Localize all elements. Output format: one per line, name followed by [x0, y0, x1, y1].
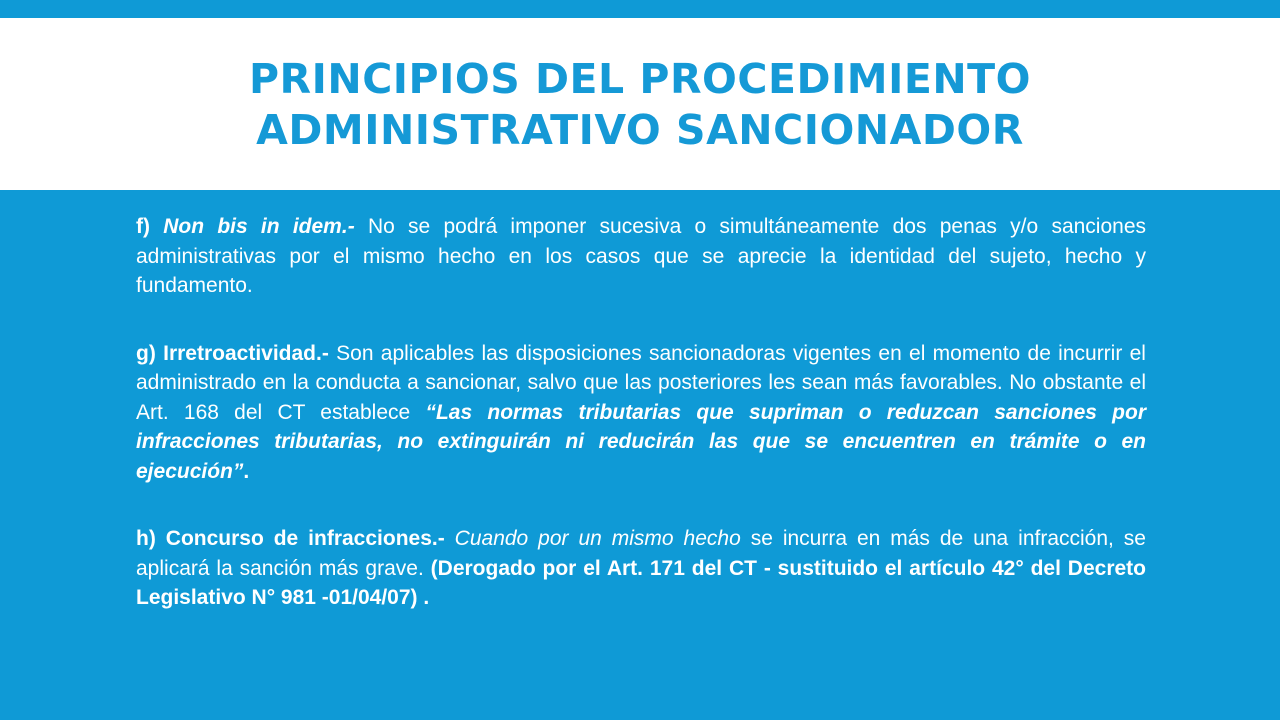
- paragraph-italic-text: Cuando por un mismo hecho: [454, 527, 741, 550]
- paragraph-concurso-de-infracciones: [136, 524, 1146, 613]
- paragraph-irretroactividad: [136, 339, 1146, 487]
- paragraph-quote: “Las normas tributarias que supriman o reduzcan sanciones por infracciones tributarias, no extinguirán ni reducirán las que se encuentren en trámite o en ejecución”: [136, 400, 1146, 483]
- title-line-1: PRINCIPIOS DEL PROCEDIMIENTO: [249, 55, 1031, 103]
- paragraph-non-bis-in-idem: [136, 212, 1146, 301]
- paragraph-note: (Derogado por el Art. 171 del CT - sustituido el artículo 42° del Decreto Legislativo N° 981 -01/04/07) .: [136, 556, 1146, 609]
- paragraph-text: No se podrá imponer sucesiva o simultáneamente dos penas y/o sanciones administrativas por el mismo hecho en los casos que se aprecie la identidad del sujeto, hecho y fundamento.: [136, 215, 1147, 297]
- paragraph-heading: Non bis in idem.-: [163, 215, 355, 238]
- paragraph-label: h): [136, 527, 156, 550]
- paragraph-label: g): [136, 341, 156, 365]
- paragraph-end: .: [243, 459, 250, 483]
- title-line-2: ADMINISTRATIVO SANCIONADOR: [256, 106, 1024, 154]
- slide-body: [136, 212, 1146, 613]
- slide-title: [0, 54, 1280, 156]
- paragraph-heading: Irretroactividad.-: [163, 341, 329, 365]
- paragraph-label: f): [136, 215, 150, 238]
- paragraph-heading: Concurso de infracciones.-: [165, 527, 445, 550]
- paragraph-text: Son aplicables las disposiciones sancionadoras vigentes en el momento de incurrir el administrado en la conducta a sancionar, salvo que las posteriores les sean más favorables. No obstante el Art. 168 del CT establece: [136, 341, 1146, 424]
- paragraph-text: se incurra en más de una infracción, se aplicará la sanción más grave.: [136, 527, 1146, 580]
